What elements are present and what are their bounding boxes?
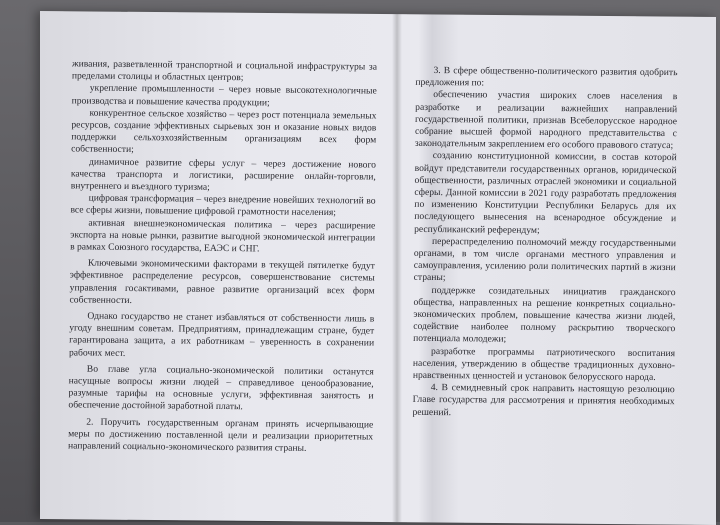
paragraph: живания, разветвленной транспортной и социальной инфраструктуры за пределами столицы и областных центров;: [71, 58, 378, 84]
page-fold: [392, 14, 402, 522]
paragraph: перераспределению полномочий между государственными органами, в том числе органами местного управления и самоуправления, усилению роли политических партий в жизни страны;: [413, 235, 677, 284]
paragraph: созданию конституционной комиссии, в состав которой войдут представители государственных органов, юридической общественности, различных отраслей экономики и социальной сферы. Данной комиссии в 2021 году разработать предложения по изменению Конституции Республики Беларусь для их последующего вынесения на всенародное обсуждение и республиканский референдум;: [414, 150, 677, 236]
paragraph: Однако государство не станет избавляться от собственности лишь в угоду внешним советам. Предприятиям, принадлежащим стране, будет гарантирована защита, а их работникам – уверенность в сохранении рабочих мест.: [68, 310, 375, 359]
paragraph: 4. В семидневный срок направить настоящую резолюцию Главе государства для рассмотрения и принятия необходимых решений.: [412, 382, 675, 418]
paragraph: обеспечению участия широких слоев населения в разработке и реализации важнейших направлений государственной политики, признав Всебелорусское народное собрание высшей формой народного представительства с законодательным закреплением его особого правового статуса;: [414, 89, 678, 152]
paragraph: укрепление промышленности – через новые высокотехнологичные производства и повышение качества продукции;: [71, 83, 377, 109]
right-page: [412, 65, 677, 421]
paragraph: 2. Поручить государственным органам принять исчерпывающие меры по достижению поставленной цели и реализации приоритетных направлений социально-экономического развития страны.: [67, 416, 374, 454]
paragraph: поддержке созидательных инициатив гражданского общества, направленных на решение конкретных социально-экономических проблем, повышение качества жизни людей, содействие наиболее полному раскрытию творческого потенциала молодежи;: [413, 284, 676, 346]
paragraph: Ключевыми экономическими факторами в текущей пятилетке будут эффективное распределение ресурсов, совершенствование системы управления госактивами, равное развитие организаций всех форм собственности.: [69, 257, 375, 306]
paragraph: разработке программы патриотического воспитания населения, утверждению в обществе традиционных духовно-нравственных ценностей и установок белорусского народа.: [412, 345, 676, 384]
paragraph: динамичное развитие сферы услуг – через достижение нового качества транспорта и логистики, расширение онлайн-торговли, внутреннего и въездного туризма;: [70, 156, 377, 193]
paragraph: цифровая трансформация – через внедрение новейших технологий во все сферы жизни, повышение цифровой грамотности населения;: [70, 192, 376, 219]
paragraph: 3. В сфере общественно-политического развития одобрить предложения по:: [415, 65, 678, 89]
paragraph: Во главе угла социально-экономической политики останутся насущные вопросы жизни людей – справедливое ценообразование, разумные тарифы на основные услуги, эффективная занятость и обеспечение достойной заработной платы.: [68, 363, 374, 413]
paragraph: конкурентное сельское хозяйство – через рост потенциала земельных ресурсов, создание эффективных сырьевых зон и оказание новых видов поддержки сельхозхозяйственным организациям всех форм собственности;: [71, 107, 377, 156]
paragraph: активная внешнеэкономическая политика – через расширение экспорта на новые рынки, развитие выгодной экономической интеграции в рамках Союзного государства, ЕАЭС и СНГ.: [70, 217, 376, 255]
left-page: [68, 58, 377, 455]
